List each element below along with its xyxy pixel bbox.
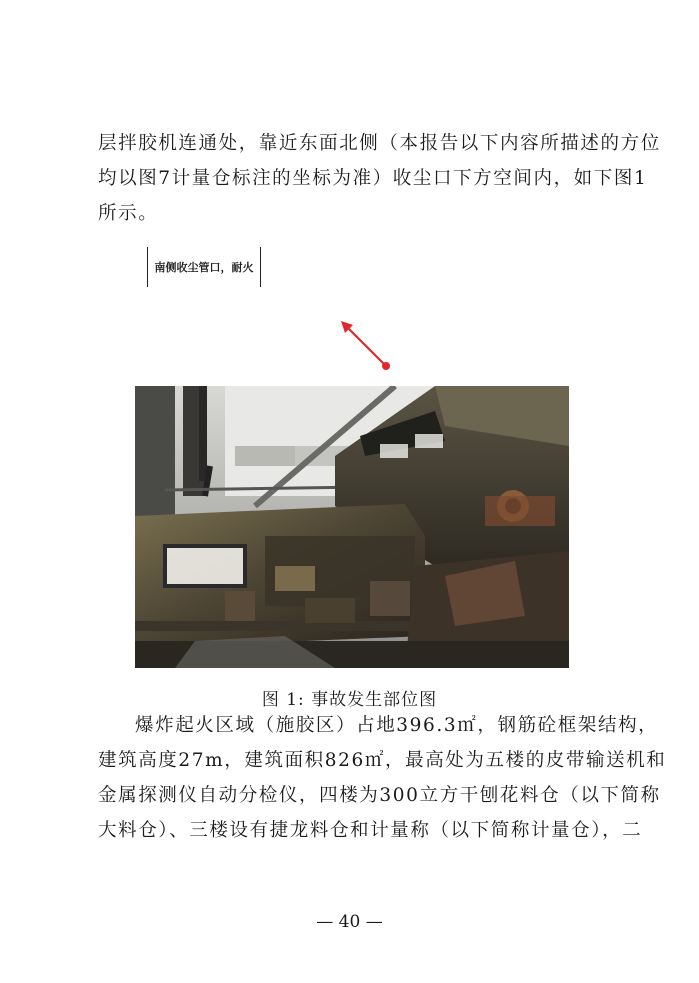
intro-line: 均以图7计量仓标注的坐标为准）收尘口下方空间内，如下图1 (98, 168, 648, 189)
page-number: — 40 — (316, 912, 383, 932)
body-line: 大料仓）、三楼设有捷龙料仓和计量称（以下简称计量仓），二 (98, 820, 643, 841)
body-paragraph (98, 708, 667, 848)
body-line: 建筑高度27m，建筑面积826㎡，最高处为五楼的皮带输送机和 (98, 750, 667, 771)
intro-line: 层拌胶机连通处，靠近东面北侧（本报告以下内容所描述的方位 (98, 133, 661, 154)
red-arrow-icon (333, 313, 395, 375)
intro-paragraph (98, 126, 661, 231)
figure-callout-label: 南侧收尘管口，耐火 (147, 247, 261, 287)
accident-site-photo (135, 386, 569, 668)
figure-caption: 图 1: 事故发生部位图 (261, 690, 438, 710)
intro-line: 所示。 (98, 203, 159, 224)
body-line: 爆炸起火区域（施胶区）占地396.3㎡，钢筋砼框架结构， (135, 715, 659, 736)
body-line: 金属探测仪自动分检仪，四楼为300立方干刨花料仓（以下简称 (98, 785, 661, 806)
